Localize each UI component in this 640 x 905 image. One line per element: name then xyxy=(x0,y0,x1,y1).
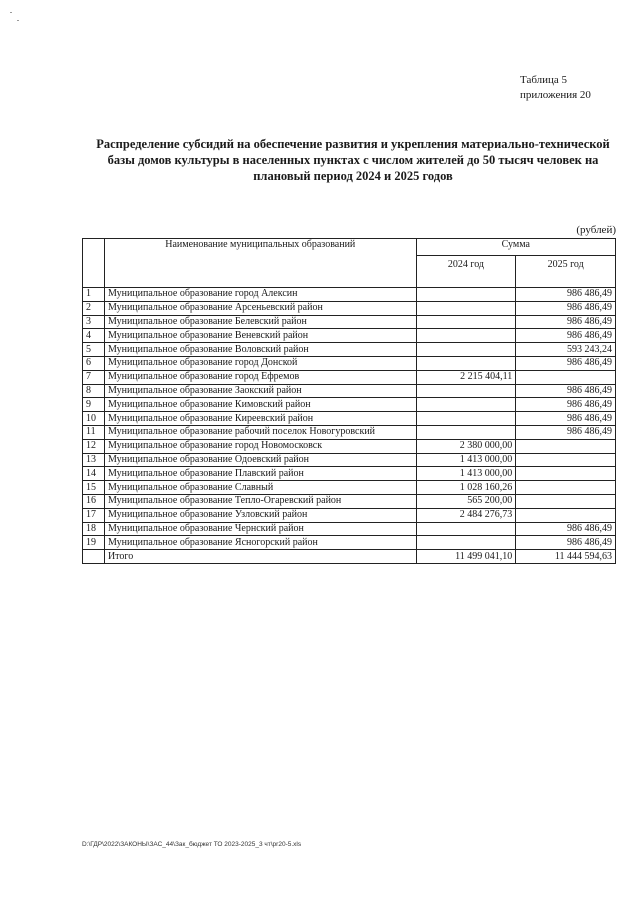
annex-label xyxy=(520,73,591,103)
row-number: 18 xyxy=(83,522,105,536)
amount-2024 xyxy=(416,398,516,412)
amount-2025 xyxy=(516,439,616,453)
amount-2024 xyxy=(416,522,516,536)
table-row xyxy=(83,301,616,315)
header-2025: 2025 год xyxy=(516,256,616,288)
municipality-name: Муниципальное образование Воловский район xyxy=(104,343,416,357)
municipality-name: Муниципальное образование Кимовский район xyxy=(104,398,416,412)
row-number: 8 xyxy=(83,384,105,398)
table-row xyxy=(83,453,616,467)
municipality-name: Муниципальное образование Узловский район xyxy=(104,508,416,522)
amount-2025 xyxy=(516,370,616,384)
table-header-row xyxy=(83,239,616,256)
row-number: 17 xyxy=(83,508,105,522)
municipality-name: Муниципальное образование Киреевский район xyxy=(104,412,416,426)
row-number: 6 xyxy=(83,356,105,370)
amount-2025: 986 486,49 xyxy=(516,522,616,536)
amount-2025: 986 486,49 xyxy=(516,412,616,426)
amount-2024 xyxy=(416,356,516,370)
amount-2025: 986 486,49 xyxy=(516,301,616,315)
row-number: 7 xyxy=(83,370,105,384)
table-row xyxy=(83,370,616,384)
municipality-name: Муниципальное образование город Новомосковск xyxy=(104,439,416,453)
row-number: 16 xyxy=(83,494,105,508)
amount-2024: 1 413 000,00 xyxy=(416,467,516,481)
row-number: 14 xyxy=(83,467,105,481)
amount-2025: 986 486,49 xyxy=(516,288,616,302)
amount-2024: 1 028 160,26 xyxy=(416,481,516,495)
amount-2024: 2 484 276,73 xyxy=(416,508,516,522)
annex-table-number: Таблица 5 xyxy=(520,74,568,86)
row-number: 10 xyxy=(83,412,105,426)
amount-2025 xyxy=(516,508,616,522)
amount-2024 xyxy=(416,343,516,357)
row-number: 2 xyxy=(83,301,105,315)
amount-2024: 565 200,00 xyxy=(416,494,516,508)
amount-2025: 986 486,49 xyxy=(516,425,616,439)
amount-2024 xyxy=(416,536,516,550)
table-row xyxy=(83,494,616,508)
units-label: (рублей) xyxy=(576,224,616,236)
municipality-name: Муниципальное образование город Ефремов xyxy=(104,370,416,384)
table-body xyxy=(83,288,616,550)
row-number: 15 xyxy=(83,481,105,495)
amount-2025 xyxy=(516,453,616,467)
row-number: 9 xyxy=(83,398,105,412)
table-row xyxy=(83,536,616,550)
table-row xyxy=(83,315,616,329)
amount-2025: 986 486,49 xyxy=(516,536,616,550)
amount-2025: 593 243,24 xyxy=(516,343,616,357)
amount-2024: 2 215 404,11 xyxy=(416,370,516,384)
document-title: Распределение субсидий на обеспечение развития и укрепления материально-технической базы домов культуры в населенных пунктах с числом жителей до 50 тысяч человек на плановый период 2024 и 2025 годов xyxy=(96,137,610,183)
amount-2024 xyxy=(416,288,516,302)
municipality-name: Муниципальное образование рабочий поселок Новогуровский xyxy=(104,425,416,439)
municipality-name: Муниципальное образование Веневский район xyxy=(104,329,416,343)
amount-2025 xyxy=(516,467,616,481)
table-row xyxy=(83,356,616,370)
municipality-name: Муниципальное образование Арсеньевский район xyxy=(104,301,416,315)
total-2025: 11 444 594,63 xyxy=(516,550,616,564)
annex-appendix-number: приложения 20 xyxy=(520,89,591,101)
amount-2025: 986 486,49 xyxy=(516,384,616,398)
table-row xyxy=(83,467,616,481)
total-label: Итого xyxy=(104,550,416,564)
header-sum: Сумма xyxy=(416,239,615,256)
table-row xyxy=(83,343,616,357)
municipality-name: Муниципальное образование Чернский район xyxy=(104,522,416,536)
amount-2024 xyxy=(416,329,516,343)
row-number: 5 xyxy=(83,343,105,357)
scan-speck xyxy=(17,20,19,21)
municipality-name: Муниципальное образование Белевский район xyxy=(104,315,416,329)
subsidy-table xyxy=(82,238,616,564)
table-row xyxy=(83,412,616,426)
amount-2025: 986 486,49 xyxy=(516,315,616,329)
amount-2025: 986 486,49 xyxy=(516,398,616,412)
municipality-name: Муниципальное образование город Алексин xyxy=(104,288,416,302)
header-name: Наименование муниципальных образований xyxy=(104,239,416,288)
table-row xyxy=(83,439,616,453)
row-number: 4 xyxy=(83,329,105,343)
table-row xyxy=(83,522,616,536)
amount-2024 xyxy=(416,315,516,329)
municipality-name: Муниципальное образование Славный xyxy=(104,481,416,495)
table-row xyxy=(83,384,616,398)
row-number: 1 xyxy=(83,288,105,302)
amount-2024: 1 413 000,00 xyxy=(416,453,516,467)
total-number-cell xyxy=(83,550,105,564)
header-2024: 2024 год xyxy=(416,256,516,288)
scan-speck xyxy=(10,12,12,13)
amount-2025 xyxy=(516,481,616,495)
table-row xyxy=(83,288,616,302)
amount-2025 xyxy=(516,494,616,508)
municipality-name: Муниципальное образование Ясногорский район xyxy=(104,536,416,550)
total-2024: 11 499 041,10 xyxy=(416,550,516,564)
table-row xyxy=(83,508,616,522)
municipality-name: Муниципальное образование Плавский район xyxy=(104,467,416,481)
municipality-name: Муниципальное образование Заокский район xyxy=(104,384,416,398)
amount-2024 xyxy=(416,425,516,439)
table-row xyxy=(83,329,616,343)
total-row xyxy=(83,550,616,564)
table-row xyxy=(83,481,616,495)
row-number: 3 xyxy=(83,315,105,329)
municipality-name: Муниципальное образование Одоевский район xyxy=(104,453,416,467)
row-number: 11 xyxy=(83,425,105,439)
amount-2024 xyxy=(416,412,516,426)
file-path-footer: D:\ГДР\2022\ЗАКОНЫ\ЗАС_44\Зак_бюджет ТО 2023-2025_3 чт\pr20-5.xls xyxy=(82,841,302,848)
amount-2024 xyxy=(416,384,516,398)
row-number: 19 xyxy=(83,536,105,550)
row-number: 13 xyxy=(83,453,105,467)
amount-2024 xyxy=(416,301,516,315)
amount-2025: 986 486,49 xyxy=(516,356,616,370)
municipality-name: Муниципальное образование город Донской xyxy=(104,356,416,370)
header-number-cell xyxy=(83,239,105,288)
amount-2024: 2 380 000,00 xyxy=(416,439,516,453)
municipality-name: Муниципальное образование Тепло-Огаревский район xyxy=(104,494,416,508)
table-row xyxy=(83,398,616,412)
table-row xyxy=(83,425,616,439)
amount-2025: 986 486,49 xyxy=(516,329,616,343)
row-number: 12 xyxy=(83,439,105,453)
